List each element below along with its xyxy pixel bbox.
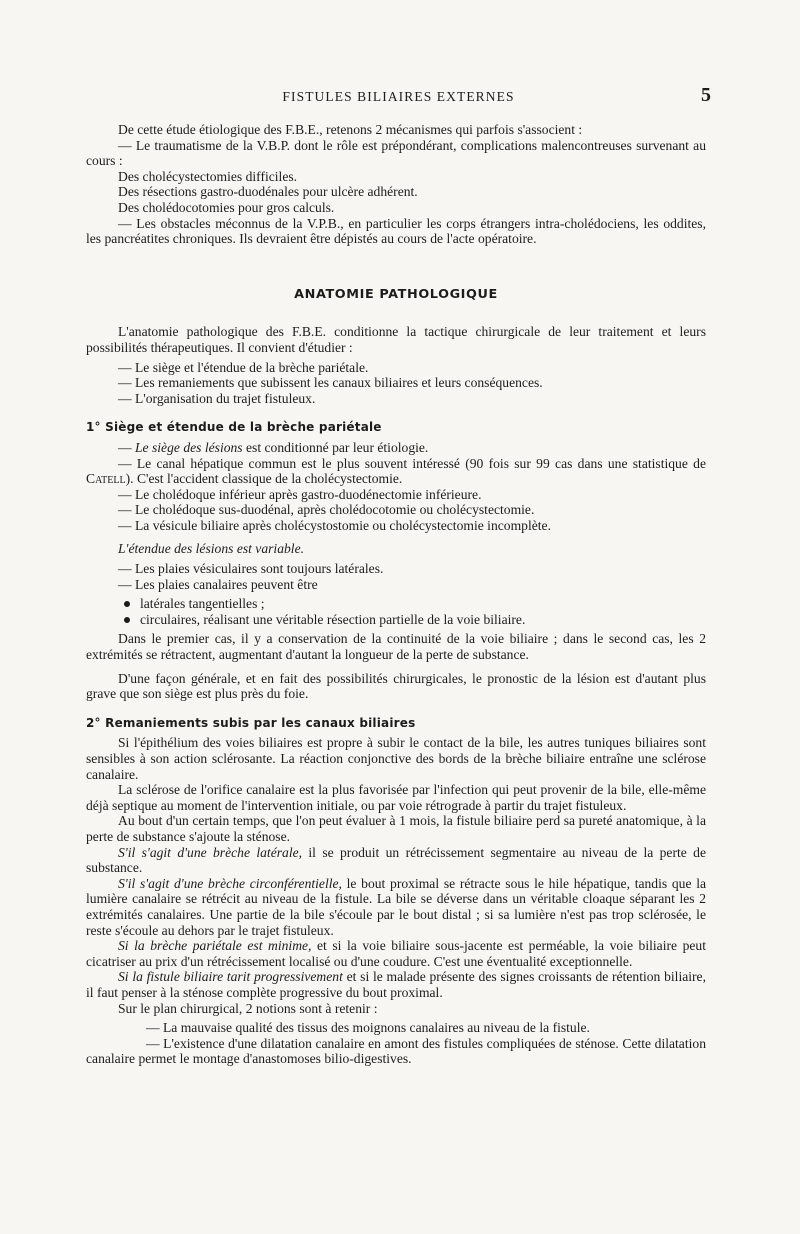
- intro-paragraph: De cette étude étiologique des F.B.E., retenons 2 mécanismes qui parfois s'associent :: [118, 122, 583, 137]
- section-intro-paragraph: L'anatomie pathologique des F.B.E. conditionne la tactique chirurgicale de leur traitement et leurs possibilités thérapeutiques. Il convient d'étudier :: [86, 324, 706, 355]
- sub2-paragraph: Si l'épithélium des voies biliaires est propre à subir le contact de la bile, les autres tuniques biliaires sont sensibles à son action sclérosante. La réaction conjonctive des bords de la brèche biliaire entraîne une sclérose canalaire.: [86, 735, 706, 782]
- intro-list-item: Des cholécystectomies difficiles.: [118, 168, 298, 184]
- sub2-list-item: — L'existence d'une dilatation canalaire en amont des fistules compliquées de sténose. Cette dilatation canalaire permet le montage d'anastomoses bilio-digestives.: [86, 1035, 706, 1067]
- intro-list-item: Des cholédocotomies pour gros calculs.: [118, 199, 335, 215]
- page-header: [86, 86, 711, 108]
- sub2-paragraph: S'il s'agit d'une brèche latérale, il se produit un rétrécissement segmentaire au niveau de la perte de substance.: [86, 844, 706, 876]
- sub2-paragraph: Au bout d'un certain temps, que l'on peut évaluer à 1 mois, la fistule biliaire perd sa pureté anatomique, à la perte de substance s'ajoute la sténose.: [86, 813, 706, 844]
- section-heading: ANATOMIE PATHOLOGIQUE: [294, 286, 498, 302]
- sub1-list-item: — Les plaies vésiculaires sont toujours latérales.: [118, 561, 384, 577]
- section-list-item: — Les remaniements que subissent les canaux biliaires et leurs conséquences.: [118, 375, 543, 391]
- intro-obstacles-item: — Les obstacles méconnus de la V.P.B., en particulier les corps étrangers intra-cholédociens, les oddites, les pancréatites chroniques. Ils devraient être dépistés au cours de l'acte opératoire.: [86, 215, 706, 247]
- sub1-list-item: — La vésicule biliaire après cholécystostomie ou cholécystectomie incomplète.: [118, 517, 551, 533]
- sub2-paragraph: Sur le plan chirurgical, 2 notions sont à retenir :: [118, 1000, 378, 1016]
- subsection-heading-1: 1° Siège et étendue de la brèche pariétale: [86, 420, 382, 435]
- sub1-paragraph: D'une façon générale, et en fait des possibilités chirurgicales, le pronostic de la lésion est d'autant plus grave que son siège est plus près du foie.: [86, 670, 706, 702]
- sub1-list-item: — Le siège des lésions est conditionné par leur étiologie.: [118, 439, 429, 455]
- sub2-paragraph: S'il s'agit d'une brèche circonférentielle, le bout proximal se rétracte sous le hile hépatique, tandis que la lumière canalaire se rétrécit au niveau de la fistule. La bile se déverse dans un véritable cloaque séparant les 2 extrémités canalaires. Une partie de la bile s'écoule par le bout distal ; si sa lumière n'est pas trop sclérosée, le reste s'écoule au dehors par le trajet fistuleux.: [86, 875, 707, 938]
- section-list-item: — Le siège et l'étendue de la brèche pariétale.: [118, 359, 369, 375]
- sub1-list-item: — Le cholédoque sus-duodénal, après cholédocotomie ou cholécystectomie.: [118, 502, 535, 518]
- page-number: 5: [701, 84, 711, 106]
- sub2-paragraph: La sclérose de l'orifice canalaire est la plus favorisée par l'infection qui peut provenir de la bile, elle-même déjà septique au moment de l'intervention initiale, ou par voie rétrograde à partir du trajet fistuleux.: [86, 782, 706, 813]
- intro-list-item: Des résections gastro-duodénales pour ulcère adhérent.: [118, 184, 418, 200]
- sub1-paragraph: Dans le premier cas, il y a conservation de la continuité de la voie biliaire ; dans le second cas, les 2 extrémités se rétractent, augmentant d'autant la longueur de la perte de substance.: [86, 631, 706, 663]
- subsection-heading-2: 2° Remaniements subis par les canaux biliaires: [86, 715, 416, 730]
- sub2-paragraph: Si la fistule biliaire tarit progressivement et si le malade présente des signes croissants de rétention biliaire, il faut penser à la sténose complète progressive du bout proximal.: [86, 969, 706, 1000]
- bullet-dot: [124, 617, 130, 623]
- section-list-item: — L'organisation du trajet fistuleux.: [118, 390, 316, 406]
- bullet-dot: [124, 601, 130, 607]
- sub1-bullet-item: circulaires, réalisant une véritable résection partielle de la voie biliaire.: [86, 612, 706, 628]
- sub2-paragraph: Si la brèche pariétale est minime, et si la voie biliaire sous-jacente est perméable, la voie biliaire peut cicatriser au prix d'un rétrécissement localisé ou d'une coudure. C'est une éventualité exceptionnelle.: [86, 938, 706, 969]
- running-title: FISTULES BILIAIRES EXTERNES: [282, 89, 515, 104]
- sub2-list-item: — La mauvaise qualité des tissus des moignons canalaires au niveau de la fistule.: [146, 1020, 590, 1036]
- page-body: [86, 122, 706, 1067]
- sub1-bullet-item: latérales tangentielles ;: [86, 596, 706, 612]
- sub1-list-item: — Le canal hépatique commun est le plus souvent intéressé (90 fois sur 99 cas dans une statistique de Catell). C'est l'accident classique de la cholécystectomie.: [86, 455, 706, 487]
- intro-trauma-item: — Le traumatisme de la V.B.P. dont le rôle est prépondérant, complications malencontreuses survenant au cours :: [86, 137, 706, 169]
- sub1-list-item: — Le cholédoque inférieur après gastro-duodénectomie inférieure.: [118, 486, 482, 502]
- sub1-italic-line: L'étendue des lésions est variable.: [118, 541, 305, 557]
- sub1-list-item: — Les plaies canalaires peuvent être: [118, 576, 318, 592]
